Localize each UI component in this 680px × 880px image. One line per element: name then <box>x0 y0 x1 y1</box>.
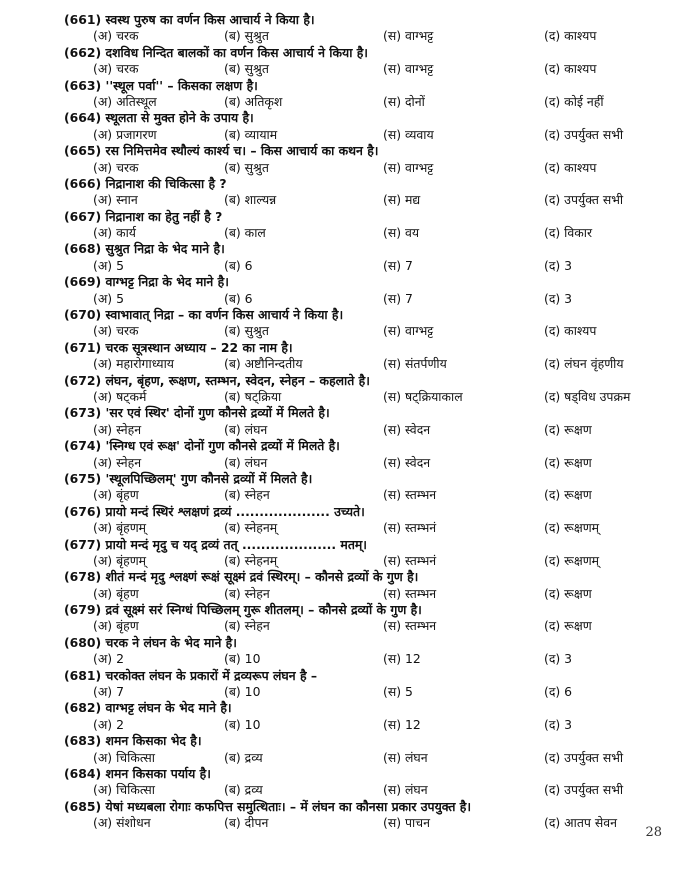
question-number: (666) <box>64 175 102 191</box>
question-item <box>64 78 664 111</box>
question-item <box>64 799 664 832</box>
option-2: (ब) अतिकृश <box>224 93 283 109</box>
question-line <box>64 78 664 94</box>
option-2: (ब) षट्क्रिया <box>224 388 282 404</box>
question-text: स्वाभावात् निद्रा – का वर्णन किस आचार्य ने किया है। <box>105 307 344 323</box>
question-item <box>64 569 664 602</box>
question-text: वाग्भट्ट लंघन के भेद माने है। <box>105 700 232 716</box>
question-item <box>64 307 664 340</box>
option-4: (द) लंघन वृंहणीय <box>544 356 624 372</box>
option-2: (ब) स्नेहन <box>224 585 270 601</box>
question-number: (669) <box>64 274 102 290</box>
question-line <box>64 635 664 651</box>
option-1: (अ) बृंहण <box>93 487 139 503</box>
question-item <box>64 438 664 471</box>
option-2: (ब) स्नेहनम् <box>224 520 278 536</box>
question-line <box>64 504 664 520</box>
option-1: (अ) षट्कर्म <box>93 388 147 404</box>
option-4: (द) काश्यप <box>544 61 597 77</box>
options-row <box>64 127 664 143</box>
question-number: (682) <box>64 700 102 716</box>
question-item <box>64 700 664 733</box>
options-row <box>64 225 664 241</box>
question-number: (676) <box>64 503 102 519</box>
option-3: (स) 7 <box>383 290 413 306</box>
option-2: (ब) 10 <box>224 716 261 732</box>
question-item <box>64 504 664 537</box>
option-3: (स) 12 <box>383 716 421 732</box>
option-3: (स) 5 <box>383 684 413 700</box>
question-line <box>64 471 664 487</box>
question-number: (674) <box>64 438 102 454</box>
option-2: (ब) स्नेहन <box>224 487 270 503</box>
options-row <box>64 553 664 569</box>
option-3: (स) दोनों <box>383 93 425 109</box>
options-row <box>64 684 664 700</box>
question-text: चरक ने लंघन के भेद माने है। <box>105 634 237 650</box>
option-2: (ब) 6 <box>224 257 253 273</box>
question-item <box>64 45 664 78</box>
options-row <box>64 291 664 307</box>
question-line <box>64 537 664 553</box>
question-line <box>64 373 664 389</box>
option-3: (स) मद्य <box>383 192 421 208</box>
option-2: (ब) सुश्रुत <box>224 159 269 175</box>
option-1: (अ) स्नान <box>93 192 138 208</box>
option-3: (स) स्तम्भनं <box>383 552 437 568</box>
option-4: (द) रूक्षण <box>544 454 592 470</box>
question-list <box>64 12 664 832</box>
option-1: (अ) चरक <box>93 159 139 175</box>
question-item <box>64 471 664 504</box>
question-number: (668) <box>64 241 102 257</box>
question-text: चरक सूत्रस्थान अध्याय – 22 का नाम है। <box>105 339 293 355</box>
question-number: (672) <box>64 372 102 388</box>
option-3: (स) वाग्भट्ट <box>383 28 434 44</box>
option-1: (अ) 5 <box>93 290 124 306</box>
options-row <box>64 455 664 471</box>
question-item <box>64 176 664 209</box>
question-number: (683) <box>64 733 102 749</box>
option-1: (अ) अतिस्थूल <box>93 93 157 109</box>
options-row <box>64 28 664 44</box>
question-number: (667) <box>64 208 102 224</box>
question-number: (664) <box>64 110 102 126</box>
option-4: (द) 3 <box>544 716 573 732</box>
option-1: (अ) चिकित्सा <box>93 749 156 765</box>
question-line <box>64 209 664 225</box>
question-number: (665) <box>64 143 102 159</box>
option-1: (अ) संशोधन <box>93 815 151 831</box>
question-line <box>64 274 664 290</box>
question-line <box>64 438 664 454</box>
option-1: (अ) कार्य <box>93 225 136 241</box>
question-item <box>64 143 664 176</box>
question-text: रस निमित्तमेव स्थौल्यं कार्श्य च। – किस आचार्य का कथन है। <box>105 143 379 159</box>
question-item <box>64 733 664 766</box>
options-row <box>64 717 664 733</box>
question-item <box>64 340 664 373</box>
question-number: (681) <box>64 667 102 683</box>
question-line <box>64 405 664 421</box>
option-2: (ब) दीपन <box>224 815 269 831</box>
question-text: प्रायो मन्दं मृदु च यद् द्रव्यं तत् .................... मतम्। <box>105 536 367 552</box>
option-4: (द) 3 <box>544 290 573 306</box>
option-4: (द) विकार <box>544 225 593 241</box>
question-number: (662) <box>64 44 102 60</box>
options-row <box>64 618 664 634</box>
option-1: (अ) बृंहणम् <box>93 520 147 536</box>
option-4: (द) रूक्षण <box>544 618 592 634</box>
option-4: (द) 6 <box>544 684 573 700</box>
option-1: (अ) प्रजागरण <box>93 126 157 142</box>
option-4: (द) उपर्युक्त सभी <box>544 749 624 765</box>
options-row <box>64 782 664 798</box>
question-text: निद्रानाश की चिकित्सा है ? <box>105 175 227 191</box>
option-4: (द) 3 <box>544 651 573 667</box>
option-4: (द) 3 <box>544 257 573 273</box>
option-2: (ब) सुश्रुत <box>224 61 269 77</box>
option-3: (स) संतर्पणीय <box>383 356 447 372</box>
question-text: ''स्थूल पर्वा'' – किसका लक्षण है। <box>105 77 258 93</box>
option-2: (ब) द्रव्य <box>224 749 263 765</box>
question-text: सुश्रुत निद्रा के भेद माने है। <box>105 241 225 257</box>
option-1: (अ) महारोगाध्याय <box>93 356 174 372</box>
question-item <box>64 209 664 242</box>
option-1: (अ) 7 <box>93 684 124 700</box>
page-number: 28 <box>645 825 662 840</box>
question-item <box>64 602 664 635</box>
options-row <box>64 815 664 831</box>
option-2: (ब) 10 <box>224 684 261 700</box>
options-row <box>64 61 664 77</box>
question-text: दशविध निन्दित बालकों का वर्णन किस आचार्य ने किया है। <box>105 44 369 60</box>
options-row <box>64 586 664 602</box>
question-number: (677) <box>64 536 102 552</box>
question-line <box>64 668 664 684</box>
option-2: (ब) व्यायाम <box>224 126 278 142</box>
question-text: चरकोक्त लंघन के प्रकारों में द्रव्यरूप लंघन है – <box>105 667 318 683</box>
options-row <box>64 356 664 372</box>
options-row <box>64 750 664 766</box>
option-3: (स) पाचन <box>383 815 430 831</box>
question-item <box>64 668 664 701</box>
question-number: (670) <box>64 307 102 323</box>
question-item <box>64 274 664 307</box>
question-line <box>64 110 664 126</box>
question-number: (661) <box>64 12 102 27</box>
option-4: (द) काश्यप <box>544 28 597 44</box>
question-line <box>64 733 664 749</box>
question-item <box>64 635 664 668</box>
option-1: (अ) चरक <box>93 323 139 339</box>
option-2: (ब) शाल्यन्न <box>224 192 277 208</box>
question-item <box>64 373 664 406</box>
option-3: (स) स्तम्भन <box>383 618 437 634</box>
question-number: (684) <box>64 765 102 781</box>
question-number: (671) <box>64 339 102 355</box>
question-text: शीतं मन्दं मृदु श्लक्ष्णं रूक्षं सूक्ष्मं द्रवं स्थिरम्। – कौनसे द्रव्यों के गुण है। <box>105 569 419 585</box>
option-2: (ब) स्नेहनम् <box>224 552 278 568</box>
question-text: द्रवं सूक्ष्मं सरं स्निग्धं पिच्छिलम् गुरू शीतलम्। – कौनसे द्रव्यों के गुण है। <box>105 602 422 618</box>
question-item <box>64 110 664 143</box>
option-1: (अ) बृंहण <box>93 585 139 601</box>
option-4: (द) उपर्युक्त सभी <box>544 782 624 798</box>
question-text: प्रायो मन्दं स्थिरं श्लक्षणं द्रव्यं .................... उच्यते। <box>105 503 365 519</box>
question-item <box>64 12 664 45</box>
option-3: (स) षट्क्रियाकाल <box>383 388 463 404</box>
option-3: (स) 7 <box>383 257 413 273</box>
question-line <box>64 700 664 716</box>
question-item <box>64 405 664 438</box>
option-2: (ब) 10 <box>224 651 261 667</box>
option-4: (द) काश्यप <box>544 159 597 175</box>
option-2: (ब) सुश्रुत <box>224 28 269 44</box>
question-line <box>64 241 664 257</box>
question-item <box>64 537 664 570</box>
options-row <box>64 651 664 667</box>
question-text: येषां मध्यबला रोगाः कफपित्त समुत्थिताः। – में लंघन का कौनसा प्रकार उपयुक्त है। <box>105 798 472 814</box>
option-1: (अ) चिकित्सा <box>93 782 156 798</box>
option-1: (अ) बृंहण <box>93 618 139 634</box>
question-number: (678) <box>64 569 102 585</box>
option-2: (ब) सुश्रुत <box>224 323 269 339</box>
option-3: (स) वाग्भट्ट <box>383 61 434 77</box>
question-text: निद्रानाश का हेतु नहीं है ? <box>105 208 223 224</box>
question-line <box>64 602 664 618</box>
option-4: (द) उपर्युक्त सभी <box>544 126 624 142</box>
option-1: (अ) 5 <box>93 257 124 273</box>
option-2: (ब) 6 <box>224 290 253 306</box>
question-line <box>64 143 664 159</box>
option-4: (द) आतप सेवन <box>544 815 618 831</box>
question-number: (663) <box>64 77 102 93</box>
question-text: लंघन, बृंहण, रूक्षण, स्तम्भन, स्वेदन, स्नेहन – कहलाते है। <box>105 372 370 388</box>
option-4: (द) रूक्षण <box>544 585 592 601</box>
option-3: (स) स्वेदन <box>383 454 431 470</box>
option-3: (स) व्यवाय <box>383 126 434 142</box>
option-2: (ब) स्नेहन <box>224 618 270 634</box>
question-line <box>64 340 664 356</box>
option-1: (अ) चरक <box>93 61 139 77</box>
question-line <box>64 176 664 192</box>
option-2: (ब) काल <box>224 225 266 241</box>
question-number: (675) <box>64 470 102 486</box>
option-4: (द) रूक्षण <box>544 421 592 437</box>
question-line <box>64 799 664 815</box>
question-item <box>64 241 664 274</box>
options-row <box>64 258 664 274</box>
question-line <box>64 307 664 323</box>
options-row <box>64 323 664 339</box>
option-4: (द) षड्विध उपक्रम <box>544 388 631 404</box>
options-row <box>64 94 664 110</box>
option-3: (स) स्तम्भनं <box>383 520 437 536</box>
option-1: (अ) स्नेहन <box>93 454 142 470</box>
options-row <box>64 160 664 176</box>
options-row <box>64 487 664 503</box>
option-2: (ब) अष्टौनिन्दतीय <box>224 356 303 372</box>
question-number: (679) <box>64 602 102 618</box>
question-item <box>64 766 664 799</box>
question-text: वाग्भट्ट निद्रा के भेद माने है। <box>105 274 229 290</box>
question-line <box>64 766 664 782</box>
option-2: (ब) लंघन <box>224 454 268 470</box>
option-2: (ब) लंघन <box>224 421 268 437</box>
option-4: (द) रूक्षण <box>544 487 592 503</box>
option-4: (द) काश्यप <box>544 323 597 339</box>
option-1: (अ) 2 <box>93 651 124 667</box>
option-1: (अ) स्नेहन <box>93 421 142 437</box>
option-3: (स) वाग्भट्ट <box>383 159 434 175</box>
option-1: (अ) बृंहणम् <box>93 552 147 568</box>
option-3: (स) स्वेदन <box>383 421 431 437</box>
question-text: 'स्थूलपिच्छिलम्' गुण कौनसे द्रव्यों में मिलते है। <box>105 470 313 486</box>
options-row <box>64 520 664 536</box>
question-text: स्वस्थ पुरुष का वर्णन किस आचार्य ने किया है। <box>105 12 315 27</box>
question-line <box>64 45 664 61</box>
option-3: (स) लंघन <box>383 782 428 798</box>
question-line <box>64 569 664 585</box>
option-4: (द) रूक्षणम् <box>544 520 600 536</box>
question-text: शमन किसका पर्याय है। <box>105 765 211 781</box>
question-text: 'सर एवं स्थिर' दोनों गुण कौनसे द्रव्यों में मिलते है। <box>105 405 330 421</box>
options-row <box>64 389 664 405</box>
question-text: शमन किसका भेद है। <box>105 733 202 749</box>
options-row <box>64 422 664 438</box>
option-1: (अ) 2 <box>93 716 124 732</box>
option-3: (स) 12 <box>383 651 421 667</box>
option-1: (अ) चरक <box>93 28 139 44</box>
question-line <box>64 12 664 28</box>
question-text: 'स्निग्ध एवं रूक्ष' दोनों गुण कौनसे द्रव्यों में मिलते है। <box>105 438 340 454</box>
question-number: (673) <box>64 405 102 421</box>
question-number: (680) <box>64 634 102 650</box>
option-3: (स) वय <box>383 225 420 241</box>
option-4: (द) उपर्युक्त सभी <box>544 192 624 208</box>
option-4: (द) कोई नहीं <box>544 93 604 109</box>
option-3: (स) लंघन <box>383 749 428 765</box>
question-number: (685) <box>64 798 102 814</box>
option-3: (स) स्तम्भन <box>383 487 437 503</box>
option-3: (स) वाग्भट्ट <box>383 323 434 339</box>
options-row <box>64 192 664 208</box>
question-text: स्थूलता से मुक्त होने के उपाय है। <box>105 110 254 126</box>
option-3: (स) स्तम्भन <box>383 585 437 601</box>
option-2: (ब) द्रव्य <box>224 782 263 798</box>
option-4: (द) रूक्षणम् <box>544 552 600 568</box>
